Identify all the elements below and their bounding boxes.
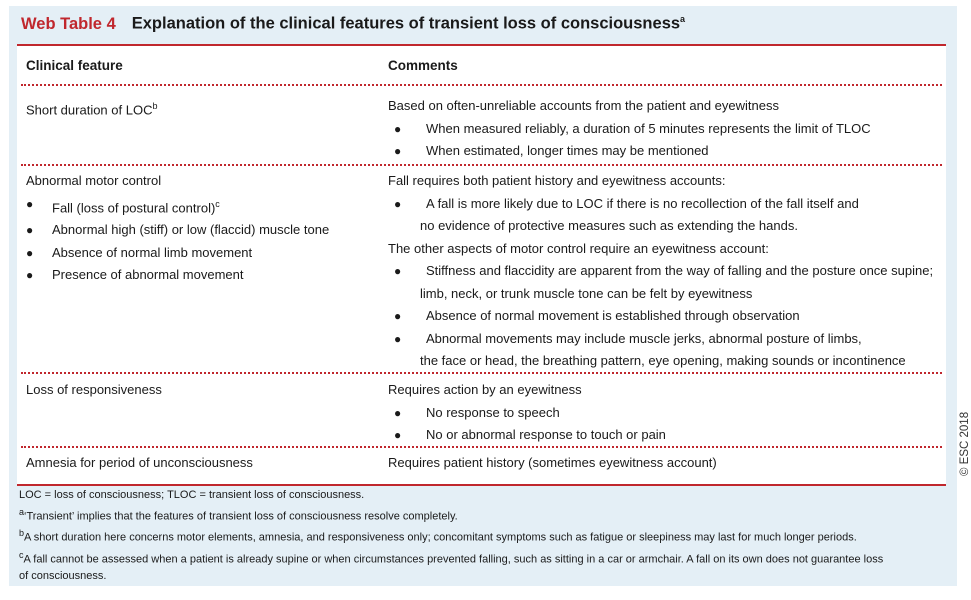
- list-item: ● Stiffness and flaccidity are apparent from the way of falling and the posture once supine;: [394, 263, 934, 278]
- footnote-c: $^c$A fall cannot be assessed when a patient is already supine or when circumstances prevented falling, such as sitting in a car or armchair. A fall on its own does not guarantee loss: [19, 549, 884, 566]
- header-separator: [21, 84, 942, 86]
- row-responsiveness-feature: Loss of responsiveness: [26, 382, 162, 397]
- column-header-comments: Comments: [388, 58, 458, 73]
- list-item: ● Absence of normal movement is established through observation: [394, 308, 800, 323]
- list-item: ● Abnormal high (stiff) or low (flaccid) muscle tone: [26, 222, 330, 238]
- list-item: ● No response to speech: [394, 404, 560, 420]
- table-number: Web Table 4: [21, 14, 116, 33]
- row-short-duration-feature: Short duration of LOC$^b$: [26, 101, 158, 118]
- row-separator: [21, 372, 942, 374]
- list-item: ● Fall (loss of postural control)$^c$: [26, 196, 220, 215]
- list-item: ● Presence of abnormal movement: [26, 267, 244, 283]
- table-panel: [9, 6, 971, 586]
- table-caption: Explanation of the clinical features of transient loss of consciousness$^a$: [131, 14, 686, 33]
- row-amnesia-comments: Requires patient history (sometimes eyewitness account): [388, 455, 717, 470]
- list-item: ● Abnormal movements may include muscle jerks, abnormal posture of limbs,: [394, 330, 862, 346]
- footnote-abbrev: LOC = loss of consciousness; TLOC = transient loss of consciousness.: [19, 489, 365, 501]
- table-title: [21, 14, 685, 36]
- row-separator: [21, 164, 942, 166]
- list-item: ● No or abnormal response to touch or pain: [394, 427, 666, 442]
- list-item: ● A fall is more likely due to LOC if there is no recollection of the fall itself and: [394, 195, 859, 211]
- column-header-feature: Clinical feature: [26, 58, 123, 73]
- copyright-notice: © ESC 2018: [959, 411, 971, 476]
- table-footnotes: [19, 487, 954, 585]
- row-motor-control-comments: Fall requires both patient history and eyewitness accounts: ● A fall is more likely due to LOC if there is no recollection of the fall itself and no evidence of protective measures such as extending the hands. The other aspects of motor control require an eyewitness account: ● Stiffness and flaccidity are apparent from the way of falling and the posture once supine; limb, neck, or trunk muscle tone can be felt by eyewitness ● Absence of normal movement is established through observation ● Abnormal movements may include muscle jerks, abnormal posture of limbs, the face or head, the breathing pattern, eye opening, making sounds or incontinence: [388, 170, 944, 373]
- row-separator: [21, 446, 942, 448]
- row-responsiveness-comments: Requires action by an eyewitness ● No response to speech ● No or abnormal response to touch or pain: [388, 379, 944, 447]
- row-short-duration-comments: Based on often-unreliable accounts from the patient and eyewitness ● When measured reliably, a duration of 5 minutes represents the limit of TLOC ● When estimated, longer times may be mentioned: [388, 95, 944, 163]
- list-item: ● Absence of normal limb movement: [26, 244, 253, 260]
- list-item: ● When measured reliably, a duration of 5 minutes represents the limit of TLOC: [394, 120, 871, 136]
- table: [17, 44, 946, 486]
- footnote-a: $^a$‘Transient’ implies that the features of transient loss of consciousness resolve completely.: [19, 506, 458, 523]
- footnote-b: $^b$A short duration here concerns motor elements, amnesia, and responsiveness only; concomitant symptoms such as fatigue or sleepiness may last for much longer periods.: [19, 528, 857, 544]
- list-item: ● When estimated, longer times may be mentioned: [394, 143, 709, 158]
- footnote-c-continued: of consciousness.: [19, 570, 107, 583]
- row-amnesia-feature: Amnesia for period of unconsciousness: [26, 455, 253, 470]
- row-motor-control-feature: Abnormal motor control ● Fall (loss of postural control)$^c$ ● Abnormal high (stiff) or low (flaccid) muscle tone ● Absence of normal limb movement ● Presence of abnormal movement: [26, 170, 376, 287]
